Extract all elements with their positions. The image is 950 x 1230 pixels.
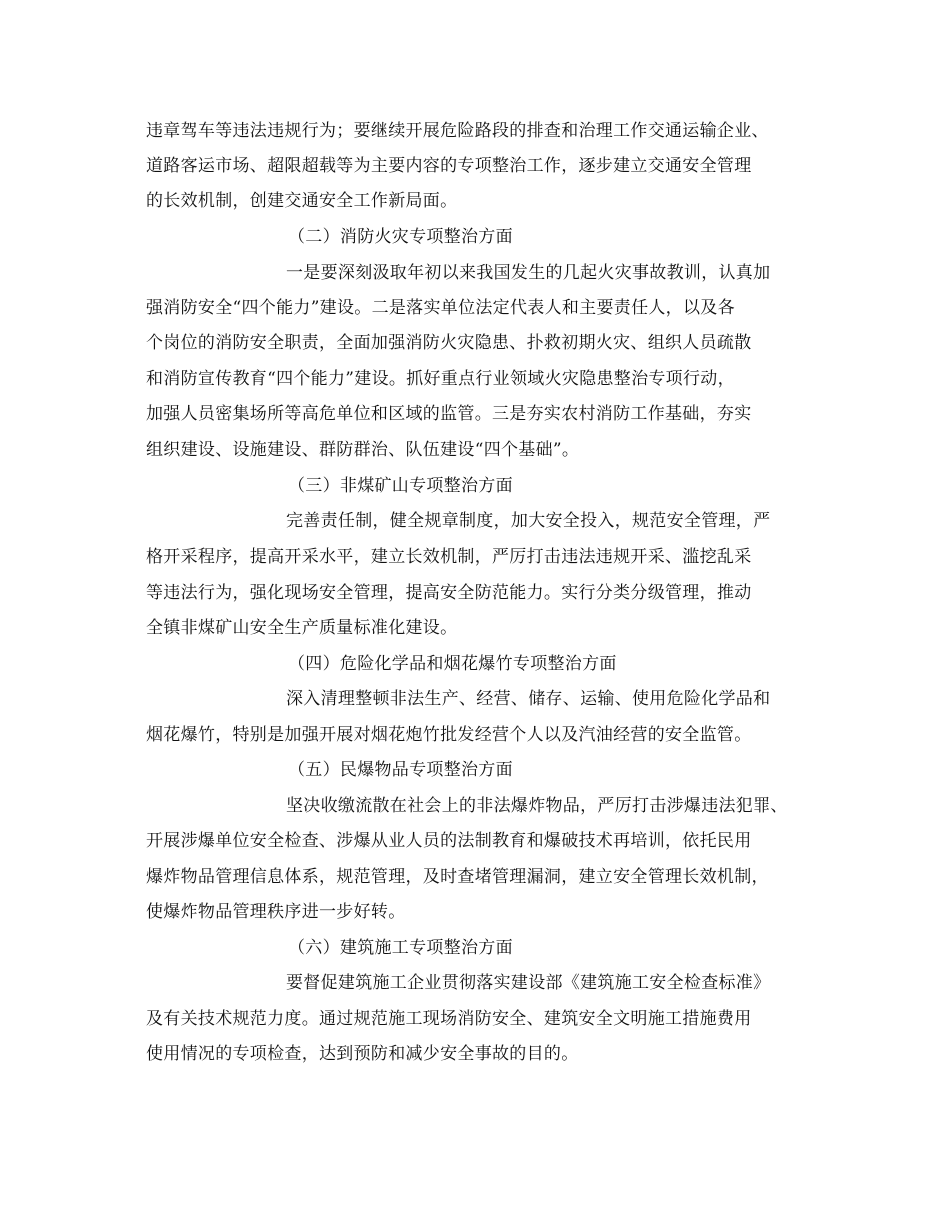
text-line: 深入清理整顿非法生产、经营、储存、运输、使用危险化学品和 [286, 689, 771, 709]
section-heading: （四）危险化学品和烟花爆竹专项整治方面 [288, 654, 617, 674]
section-heading: （五）民爆物品专项整治方面 [288, 760, 513, 780]
text-line: 个岗位的消防安全职责，全面加强消防火灾隐患、扑救初期火灾、组织人员疏散 [146, 333, 752, 353]
text-line: 全镇非煤矿山安全生产质量标准化建设。 [146, 618, 458, 638]
text-line: 坚决收缴流散在社会上的非法爆炸物品，严厉打击涉爆违法犯罪、 [286, 796, 788, 816]
text-line: 道路客运市场、超限超载等为主要内容的专项整治工作，逐步建立交通安全管理 [146, 156, 752, 176]
text-line: 完善责任制，健全规章制度，加大安全投入，规范安全管理，严 [286, 511, 771, 531]
text-line: 及有关技术规范力度。通过规范施工现场消防安全、建筑安全文明施工措施费用 [146, 1009, 752, 1029]
section-heading: （三）非煤矿山专项整治方面 [288, 476, 513, 496]
section-heading: （二）消防火灾专项整治方面 [288, 227, 513, 247]
text-line: 组织建设、设施建设、群防群治、队伍建设“四个基础”。 [146, 440, 580, 460]
text-line: 和消防宣传教育“四个能力”建设。抓好重点行业领域火灾隐患整治专项行动， [146, 369, 735, 389]
text-line: 开展涉爆单位安全检查、涉爆从业人员的法制教育和爆破技术再培训，依托民用 [146, 831, 752, 851]
text-line: 的长效机制，创建交通安全工作新局面。 [146, 191, 458, 211]
text-line: 格开采程序，提高开采水平，建立长效机制，严厉打击违法违规开采、滥挖乱采 [146, 547, 752, 567]
section-heading: （六）建筑施工专项整治方面 [288, 938, 513, 958]
text-line: 要督促建筑施工企业贯彻落实建设部《建筑施工安全检查标准》 [286, 973, 771, 993]
text-line: 一是要深刻汲取年初以来我国发生的几起火灾事故教训，认真加 [286, 263, 771, 283]
text-line: 强消防安全“四个能力”建设。二是落实单位法定代表人和主要责任人，以及各 [146, 298, 735, 318]
text-line: 使爆炸物品管理秩序进一步好转。 [146, 902, 406, 922]
text-line: 使用情况的专项检查，达到预防和减少安全事故的目的。 [146, 1044, 579, 1064]
text-line: 加强人员密集场所等高危单位和区域的监管。三是夯实农村消防工作基础，夯实 [146, 404, 752, 424]
text-line: 烟花爆竹，特别是加强开展对烟花炮竹批发经营个人以及汽油经营的安全监管。 [146, 725, 752, 745]
text-line: 等违法行为，强化现场安全管理，提高安全防范能力。实行分类分级管理，推动 [146, 583, 752, 603]
text-line: 爆炸物品管理信息体系，规范管理，及时查堵管理漏洞，建立安全管理长效机制， [146, 867, 769, 887]
text-line: 违章驾车等违法违规行为；要继续开展危险路段的排查和治理工作交通运输企业、 [146, 121, 769, 141]
